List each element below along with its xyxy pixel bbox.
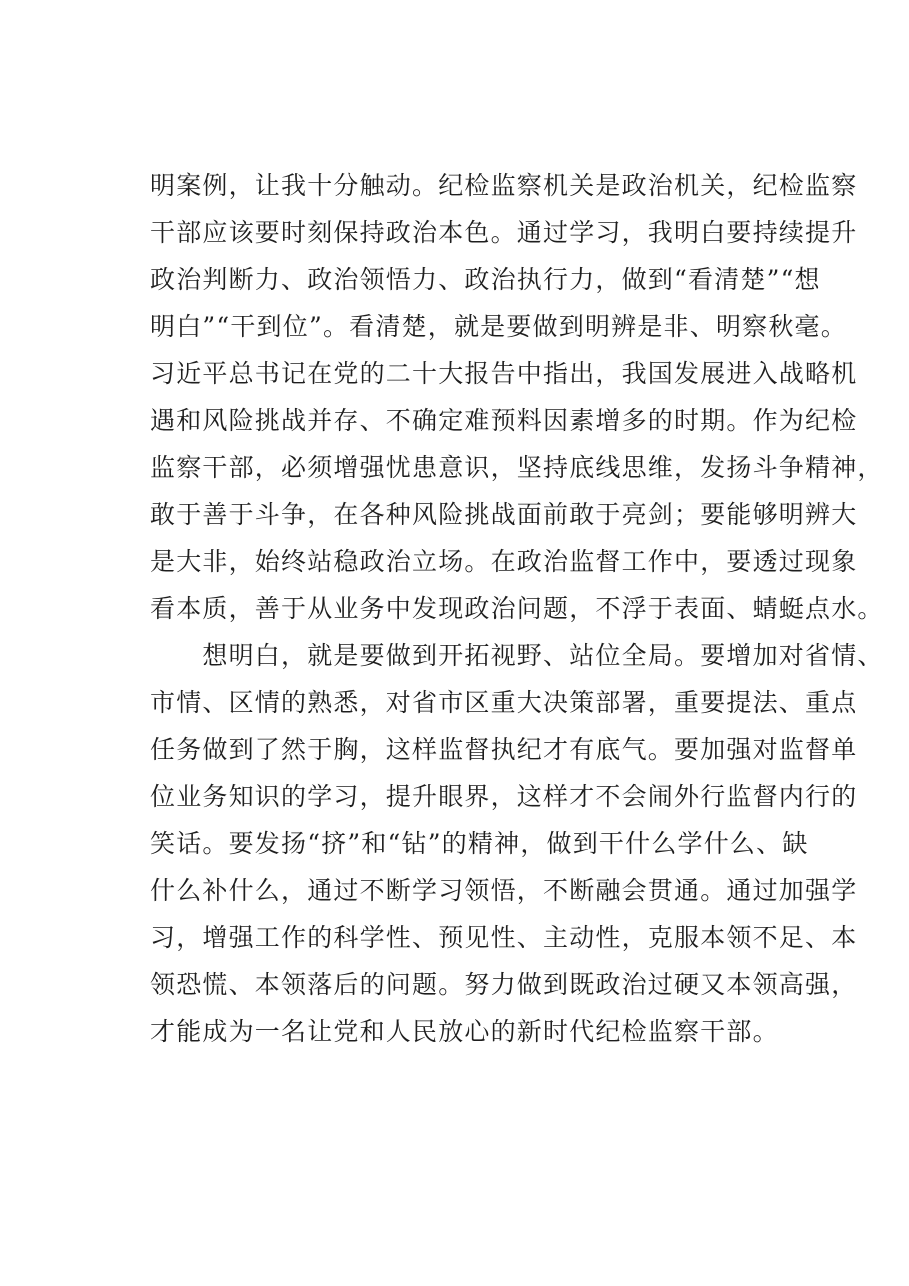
text-line: 市情、区情的熟悉，对省市区重大决策部署，重要提法、重点 [150, 688, 858, 717]
text-line: 位业务知识的学习，提升眼界，这样才不会闹外行监督内行的 [150, 782, 858, 811]
text-line: 什么补什么，通过不断学习领悟，不断融会贯通。通过加强学 [150, 876, 858, 905]
text-line: 领恐慌、本领落后的问题。努力做到既政治过硬又本领高强， [150, 970, 858, 999]
text-line: 笑话。要发扬“挤”和“钻”的精神，做到干什么学什么、缺 [150, 829, 809, 858]
text-line: 习，增强工作的科学性、预见性、主动性，克服本领不足、本 [150, 923, 858, 952]
text-line: 习近平总书记在党的二十大报告中指出，我国发展进入战略机 [150, 359, 858, 388]
text-line: 明白”“干到位”。看清楚，就是要做到明辨是非、明察秋毫。 [150, 312, 847, 341]
text-line: 政治判断力、政治领悟力、政治执行力，做到“看清楚”“想 [150, 265, 821, 294]
text-line: 明案例，让我十分触动。纪检监察机关是政治机关，纪检监察 [150, 171, 858, 200]
text-line: 才能成为一名让党和人民放心的新时代纪检监察干部。 [150, 1017, 779, 1046]
text-line: 敢于善于斗争，在各种风险挑战面前敢于亮剑；要能够明辨大 [150, 500, 858, 529]
text-line: 是大非，始终站稳政治立场。在政治监督工作中，要透过现象 [150, 547, 858, 576]
text-line: 遇和风险挑战并存、不确定难预料因素增多的时期。作为纪检 [150, 406, 858, 435]
text-line: 看本质，善于从业务中发现政治问题，不浮于表面、蜻蜓点水。 [150, 594, 884, 623]
text-line: 干部应该要时刻保持政治本色。通过学习，我明白要持续提升 [150, 218, 858, 247]
text-line: 任务做到了然于胸，这样监督执纪才有底气。要加强对监督单 [150, 735, 858, 764]
body-text [150, 162, 884, 1055]
text-line: 想明白，就是要做到开拓视野、站位全局。要增加对省情、 [150, 641, 884, 670]
text-line: 监察干部，必须增强忧患意识，坚持底线思维，发扬斗争精神， [150, 453, 884, 482]
